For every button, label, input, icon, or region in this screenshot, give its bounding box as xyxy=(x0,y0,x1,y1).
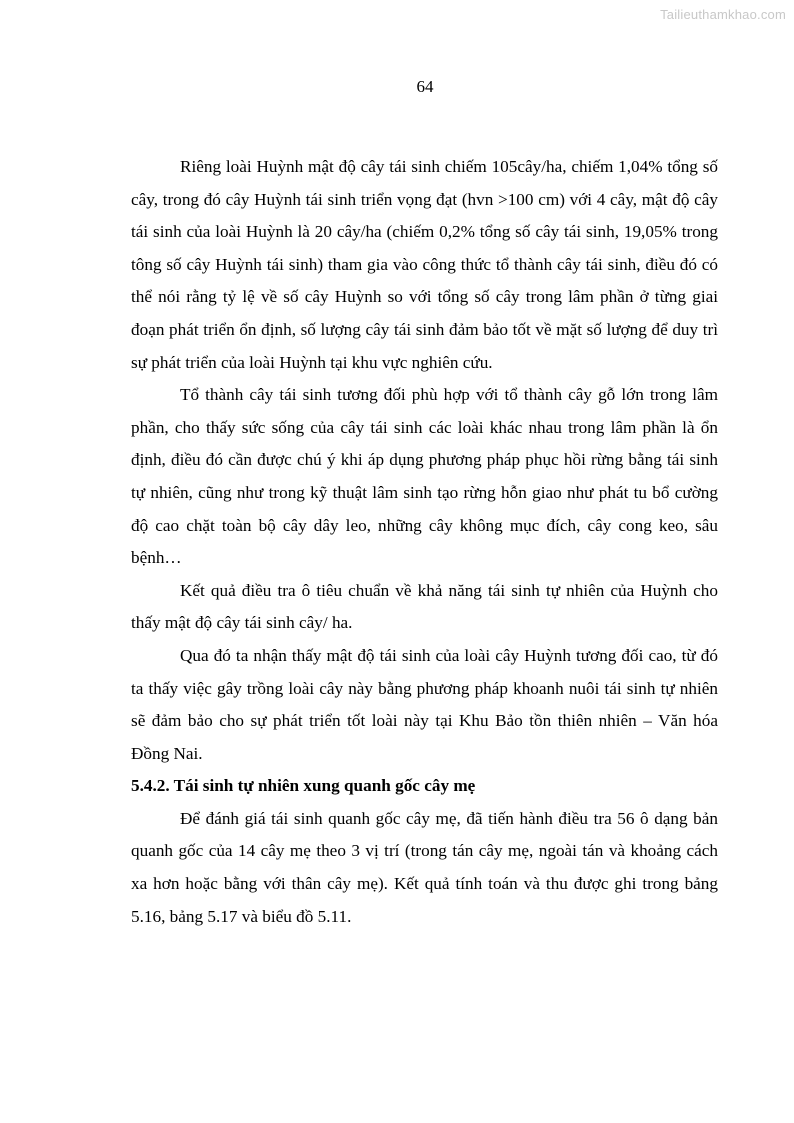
paragraph: Để đánh giá tái sinh quanh gốc cây mẹ, đã tiến hành điều tra 56 ô dạng bản quanh gốc của 14 cây mẹ theo 3 vị trí (trong tán cây mẹ, ngoài tán và khoảng cách xa hơn hoặc bằng với thân cây mẹ). Kết quả tính toán và thu được ghi trong bảng 5.16, bảng 5.17 và biểu đồ 5.11. xyxy=(131,808,718,926)
section-heading: 5.4.2. Tái sinh tự nhiên xung quanh gốc cây mẹ xyxy=(131,776,476,796)
watermark: Tailieuthamkhao.com xyxy=(660,7,786,22)
paragraph: Kết quả điều tra ô tiêu chuẩn về khả năng tái sinh tự nhiên của Huỳnh cho thấy mật độ cây tái sinh cây/ ha. xyxy=(131,580,718,633)
page-number: 64 xyxy=(416,77,434,96)
paragraph: Riêng loài Huỳnh mật độ cây tái sinh chiếm 105cây/ha, chiếm 1,04% tổng số cây, trong đó cây Huỳnh tái sinh triển vọng đạt (hvn >100 cm) với 4 cây, mật độ cây tái sinh của loài Huỳnh là 20 cây/ha (chiếm 0,2% tổng số cây tái sinh, 19,05% trong tông số cây Huỳnh tái sinh) tham gia vào công thức tổ thành cây tái sinh, điều đó có thể nói rằng tỷ lệ về số cây Huỳnh so với tổng số cây trong lâm phần ở từng giai đoạn phát triển ổn định, số lượng cây tái sinh đảm bảo tốt về mặt số lượng để duy trì sự phát triển của loài Huỳnh tại khu vực nghiên cứu. xyxy=(131,157,718,372)
paragraph: Qua đó ta nhận thấy mật độ tái sinh của loài cây Huỳnh tương đối cao, từ đó ta thấy việc gây trồng loài cây này bằng phương pháp khoanh nuôi tái sinh tự nhiên sẽ đảm bảo cho sự phát triển tốt loài này tại Khu Bảo tồn thiên nhiên – Văn hóa Đồng Nai. xyxy=(131,645,718,763)
document-body xyxy=(131,151,718,933)
paragraph: Tổ thành cây tái sinh tương đối phù hợp với tổ thành cây gỗ lớn trong lâm phần, cho thấy sức sống của cây tái sinh các loài khác nhau trong lâm phần là ổn định, điều đó cần được chú ý khi áp dụng phương pháp phục hồi rừng bằng tái sinh tự nhiên, cũng như trong kỹ thuật lâm sinh tạo rừng hỗn giao như phát tu bổ cường độ cao chặt toàn bộ cây dây leo, những cây không mục đích, cây cong keo, sâu bệnh… xyxy=(131,385,718,568)
